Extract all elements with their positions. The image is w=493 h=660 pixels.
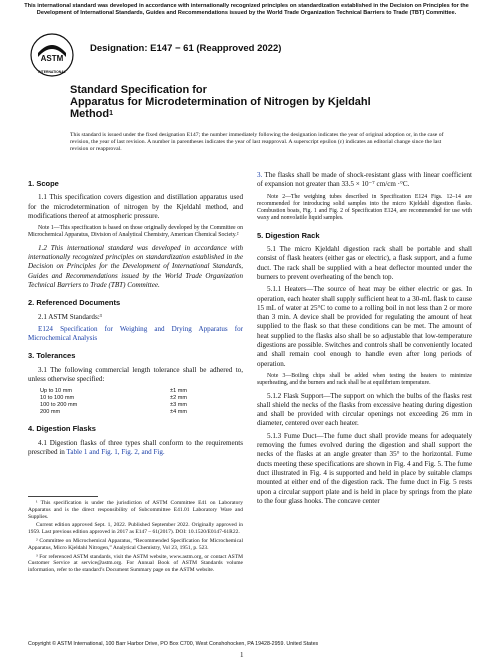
footnote-2: ² Committee on Microchemical Apparatus, “Recommended Specification for Microchemical Apparatus, Micro Kjeldahl Nitrogen,” Analytical Chemistry, Vol 23, 1951, p. 523. (28, 537, 243, 551)
svg-text:INTERNATIONAL: INTERNATIONAL (38, 70, 66, 74)
tolerance-value: ±4 mm (170, 409, 188, 416)
tolerance-row (40, 402, 243, 409)
para-1-2-text: 1.2 This international standard was developed in accordance with internationally recognized principles on standardization established in the Decision on Principles for the Development of International Standards, Guides and Recommendations issued by the World Trade Organization Technical Barriers to Trade (TBT) Committee. (28, 243, 243, 289)
footnote-1: ¹ This specification is under the jurisdiction of ASTM Committee E41 on Laboratory Apparatus and is the direct responsibility of Subcommittee E41.01 Laboratory Ware and Supplies. (28, 500, 243, 520)
tolerance-row (40, 409, 243, 416)
section-3-heading: 3. Tolerances (28, 351, 76, 361)
tolerance-range: 100 to 200 mm (40, 402, 78, 409)
title-line-3-text: Method (70, 108, 110, 120)
section-1-heading: 1. Scope (28, 179, 59, 188)
tolerance-value: ±3 mm (170, 402, 188, 409)
note-2: Note 2—The weighing tubes described in Specification E124 Figs. 12–14 are recommended for introducing solid samples into the micro Kjeldahl digestion flasks. Combustion boats, Fig. 1 and Fig. 2 of Specification E124, are recommended for use with waxy and nonvolatile liquid samples. (257, 193, 472, 222)
astm-logo (30, 33, 74, 77)
svg-text:ASTM: ASTM (40, 54, 64, 63)
section-4-heading: 4. Digestion Flasks (28, 424, 96, 434)
right-column (257, 171, 472, 509)
footnotes (28, 500, 243, 576)
tolerance-range: 200 mm (40, 409, 61, 416)
title-line-2: Apparatus for Microdetermination of Nitrogen by Kjeldahl (70, 96, 371, 108)
tolerance-value: ±2 mm (170, 395, 188, 402)
footnote-rule (28, 496, 98, 497)
designation: Designation: E147 − 61 (Reapproved 2022) (90, 43, 282, 54)
para-5-1-1: 5.1.1 Heaters—The source of heat may be either electric or gas. In operation, each heater shall supply sufficient heat to a 30-mL flask to cause 15 mL of water at 25°C to come to a rolling boil in not less than 2 or more than 3 min. A device shall be provided for regulating the amount of heat supplied to the flask so that these conditions can be met. The amount of heat supplied to the flasks also shall be so adjustable that low-temperature digestions are possible. Switches and controls shall be conveniently located and shall remain cool enough to handle even after long periods of operation. (257, 285, 472, 368)
tolerance-table (40, 388, 243, 416)
tolerance-value: ±1 mm (170, 388, 188, 395)
left-column (28, 171, 243, 460)
para-3-1: 3.1 The following commercial length tolerance shall be adhered to, unless otherwise specified: (28, 365, 243, 384)
para-4-1-cont-text: The flasks shall be made of shock-resistant glass with linear coefficient of expansion not greater than 33.5 × 10⁻⁷ cm/cm ·°C. (257, 171, 472, 189)
page-number: 1 (240, 651, 244, 659)
tolerance-row (40, 388, 243, 395)
para-1-2 (28, 244, 243, 290)
footnote-3: ³ For referenced ASTM standards, visit the ASTM website, www.astm.org, or contact ASTM Customer Service at service@astm.org. For Annual Book of ASTM Standards volume information, refer to the standard’s Document Summary page on the ASTM website. (28, 553, 243, 574)
tbt-notice: This international standard was developed in accordance with internationally recognized principles on standardization established in the Decision on Principles for the Development of International Standards, Guides and Recommendations issued by the World Trade Organization Technical Barriers to Trade (TBT) Committee. (24, 3, 469, 16)
section-5-heading: 5. Digestion Rack (257, 230, 320, 240)
footnote-1b: Current edition approved Sept. 1, 2022. Published September 2022. Originally approved in 1959. Last previous edition approved in 2017 as E147 – 61(2017). DOI: 10.1520/E0147-61R22. (28, 522, 243, 536)
para-2-1: 2.1 ASTM Standards:³ (38, 312, 102, 321)
section-2-heading: 2. Referenced Documents (28, 298, 121, 308)
title-footnote-mark: 1 (109, 110, 114, 117)
para-5-1-3: 5.1.3 Fume Duct—The fume duct shall provide means for adequately removing the fumes evolved during the digestion and shall support the necks of the flasks at an angle greater than 35° to the horizontal. Fume ducts meeting these specifications are shown in Fig. 4 and Fig. 5. The fume duct illustrated in Fig. 4 is supported and held in place by suitable clamps mounted at either end of the digestion rack. The fume duct in Fig. 5 rests upon a circular support plate and is held in place by springs from the plate to the four glass hooks. The concave center (257, 431, 472, 505)
copyright-line: Copyright © ASTM International, 100 Barr Harbor Drive, PO Box C700, West Conshohocken, PA 19428-2959. United States (28, 641, 319, 647)
para-4-1-text: 4.1 Digestion flasks of three types shall conform to the requirements prescribed in (28, 438, 243, 456)
table-fig-links[interactable]: Table 1 and Fig. 1, Fig. 2, and Fig. (66, 447, 165, 456)
para-5-1-2: 5.1.2 Flask Support—The support on which the bulbs of the flasks rest shall shield the necks of the flasks from excessive heating during digestion and shall be provided with circular openings not exceeding 26 mm in diameter, centered over each heater. (257, 391, 472, 428)
title-line-1: Standard Specification for (70, 84, 207, 96)
para-4-1-cont (257, 171, 472, 190)
para-1-1: 1.1 This specification covers digestion and distillation apparatus used for the microdetermination of nitrogen by the Kjeldahl method, and modifications thereof at atmospheric pressure. (28, 193, 243, 220)
tolerance-row (40, 395, 243, 402)
tolerance-range: Up to 10 mm (40, 388, 73, 395)
para-5-1: 5.1 The micro Kjeldahl digestion rack shall be portable and shall consist of flask heaters (either gas or electric), a flask support, and a fume duct. The rack shall be supplied with a heat deflector mounted under the burners to prevent overheating of the bench top. (257, 245, 472, 281)
note-3: Note 3—Boiling chips shall be added when testing the heaters to minimize superheating, and the burners and rack shall be at equilibrium temperature. (257, 372, 472, 387)
document-title (70, 84, 450, 120)
note-1: Note 1—This specification is based on those originally developed by the Committee on Microchemical Apparatus, Division of Analytical Chemistry, American Chemical Society.² (28, 225, 243, 239)
standard-designation-note: This standard is issued under the fixed designation E147; the number immediately following the designation indicates the year of original adoption or, in the case of revision, the year of last revision. A number in parentheses indicates the year of last reapproval. A superscript epsilon (ε) indicates an editorial change since the last revision or reapproval. (70, 132, 444, 152)
title-line-3 (70, 108, 450, 120)
ref-e124-link[interactable]: E124 Specification for Weighing and Drying Apparatus for Microchemical Analysis (28, 324, 243, 343)
fig-3-link[interactable]: 3. (257, 171, 263, 179)
para-4-1 (28, 439, 243, 458)
tolerance-range: 10 to 100 mm (40, 395, 75, 402)
